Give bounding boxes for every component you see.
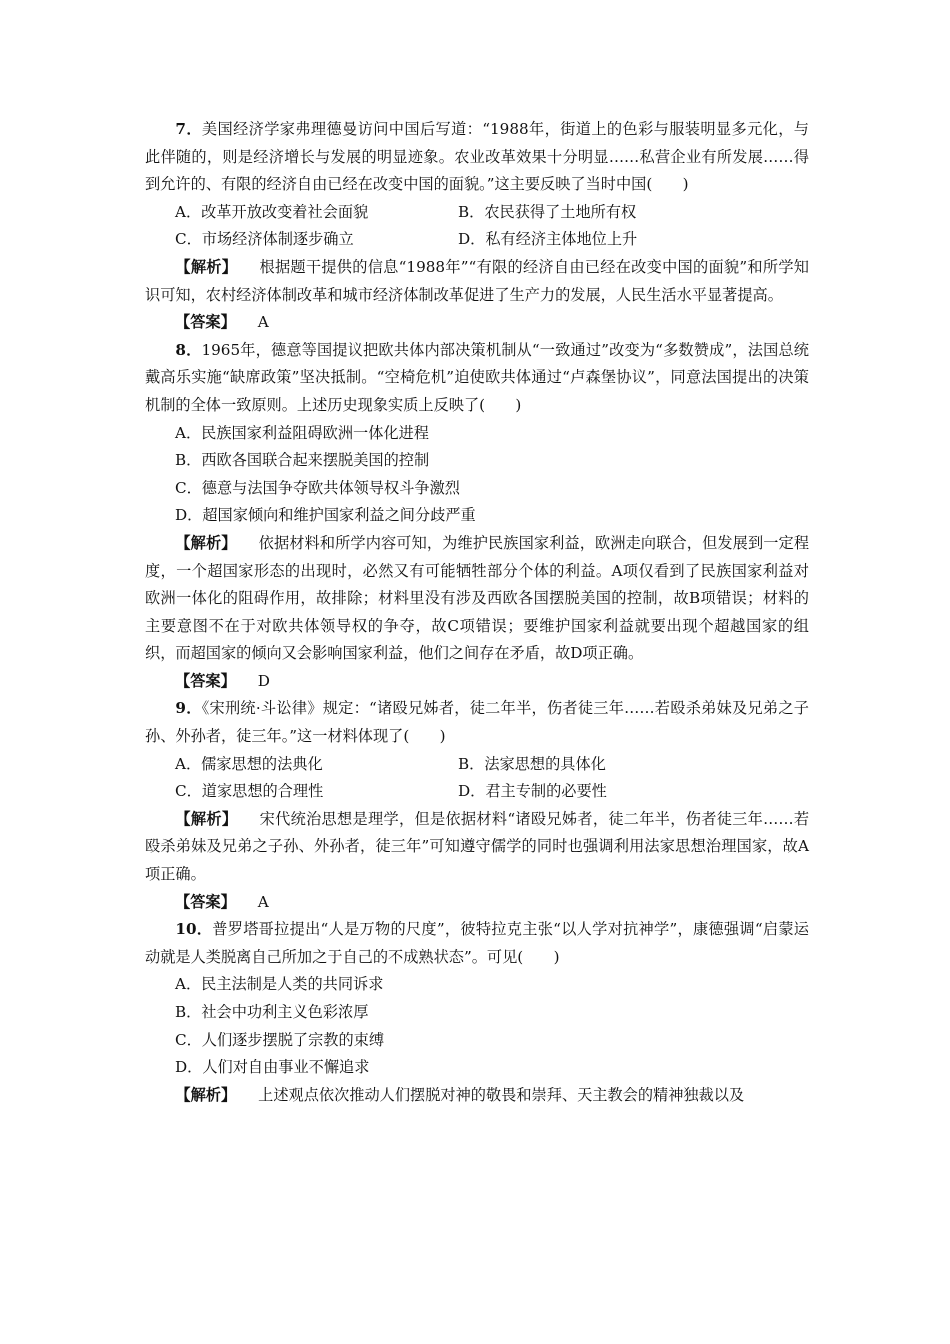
option-a: A．儒家思想的法典化 — [175, 754, 323, 773]
analysis-text: 宋代统治思想是理学，但是依据材料“诸殴兄姊者，徒二年半，伤者徒三年……若殴杀弟妹及兄弟之子孙、外孙者，徒三年”可知遵守儒学的同时也强调利用法家思想治理国家，故A项正确。 — [145, 809, 810, 884]
analysis-text: 根据题干提供的信息“1988年”“有限的经济自由已经在改变中国的面貌”和所学知识可知，农村经济体制改革和城市经济体制改革促进了生产力的发展，人民生活水平显著提高。 — [145, 257, 809, 304]
option-b: B．社会中功利主义色彩浓厚 — [175, 1003, 369, 1021]
options — [145, 199, 809, 254]
options — [145, 971, 809, 1081]
option-c: C．市场经济体制逐步确立 — [175, 230, 354, 249]
answer-value: A — [257, 313, 269, 332]
options — [145, 420, 809, 530]
option-b: B．法家思想的具体化 — [458, 754, 606, 773]
question-10 — [145, 916, 809, 1109]
question-stem — [145, 916, 809, 971]
option-d: D．私有经济主体地位上升 — [458, 230, 638, 249]
question-text: 1965年，德意等国提议把欧共体内部决策机制从“一致通过”改变为“多数赞成”，法国总统戴高乐实施“缺席政策”坚决抵制。“空椅危机”迫使欧共体通过“卢森堡协议”，同意法国提出的决策机制的全体一致原则。上述历史现象实质上反映了( ) — [145, 340, 809, 414]
answer-label: 【答案】 — [175, 671, 236, 690]
question-number: 10． — [175, 920, 213, 939]
answer — [145, 668, 809, 696]
analysis — [145, 530, 809, 668]
option-c: C．人们逐步摆脱了宗教的束缚 — [175, 1030, 385, 1049]
option-a: A．民主法制是人类的共同诉求 — [175, 975, 384, 994]
question-number: 9． — [175, 699, 202, 718]
question-text: 《宋刑统·斗讼律》规定：“诸殴兄姊者，徒二年半，伤者徒三年……若殴杀弟妹及兄弟之子孙、外孙者，徒三年。”这一材料体现了( ) — [145, 699, 809, 746]
question-text: 美国经济学家弗理德曼访问中国后写道：“1988年，街道上的色彩与服装明显多元化，与此伴随的，则是经济增长与发展的明显迹象。农业改革效果十分明显……私营企业有所发展……得到允许的、有限的经济自由已经在改变中国的面貌。”这主要反映了当时中国( ) — [145, 120, 809, 194]
options — [145, 751, 809, 806]
analysis — [145, 1082, 809, 1110]
analysis-label: 【解析】 — [175, 257, 238, 276]
option-c: C．德意与法国争夺欧共体领导权斗争激烈 — [175, 478, 460, 497]
question-8 — [145, 337, 809, 696]
question-stem — [145, 116, 809, 199]
question-number: 7． — [175, 120, 202, 138]
answer-label: 【答案】 — [175, 892, 236, 911]
question-stem — [145, 695, 809, 750]
question-7 — [145, 116, 809, 337]
question-9 — [145, 695, 809, 916]
answer-value: A — [257, 892, 269, 911]
analysis-label: 【解析】 — [175, 533, 237, 552]
analysis-label: 【解析】 — [175, 809, 238, 828]
option-a: A．改革开放改变着社会面貌 — [175, 202, 369, 221]
question-number: 8． — [175, 340, 202, 359]
option-d: D．超国家倾向和维护国家利益之间分歧严重 — [175, 506, 476, 525]
answer — [145, 889, 809, 917]
document-page — [145, 116, 809, 1109]
analysis-text: 上述观点依次推动人们摆脱对神的敬畏和崇拜、天主教会的精神独裁以及 — [258, 1085, 745, 1104]
option-c: C．道家思想的合理性 — [175, 782, 324, 801]
option-d: D．君主专制的必要性 — [458, 782, 607, 801]
analysis-text: 依据材料和所学内容可知，为维护民族国家利益，欧洲走向联合，但发展到一定程度，一个超国家形态的出现时，必然又有可能牺牲部分个体的利益。A项仅看到了民族国家利益对欧洲一体化的阻碍作用，故排除；材料里没有涉及西欧各国摆脱美国的控制，故B项错误；材料的主要意图不在于对欧共体领导权的争夺，故C项错误；要维护国家利益就要出现个超越国家的组织，而超国家的倾向又会影响国家利益，他们之间存在矛盾，故D项正确。 — [145, 533, 810, 663]
analysis — [145, 806, 809, 889]
option-b: B．西欧各国联合起来摆脱美国的控制 — [175, 451, 430, 470]
analysis — [145, 254, 809, 309]
option-d: D．人们对自由事业不懈追求 — [175, 1058, 370, 1077]
answer-label: 【答案】 — [175, 313, 236, 332]
question-stem — [145, 337, 809, 420]
answer-value: D — [257, 671, 270, 690]
option-a: A．民族国家利益阻碍欧洲一体化进程 — [175, 423, 429, 442]
answer — [145, 309, 809, 337]
analysis-label: 【解析】 — [175, 1085, 237, 1104]
option-b: B．农民获得了土地所有权 — [458, 202, 637, 221]
question-text: 普罗塔哥拉提出“人是万物的尺度”，彼特拉克主张“以人学对抗神学”，康德强调“启蒙运动就是人类脱离自己所加之于自己的不成熟状态”。可见( ) — [145, 920, 809, 966]
